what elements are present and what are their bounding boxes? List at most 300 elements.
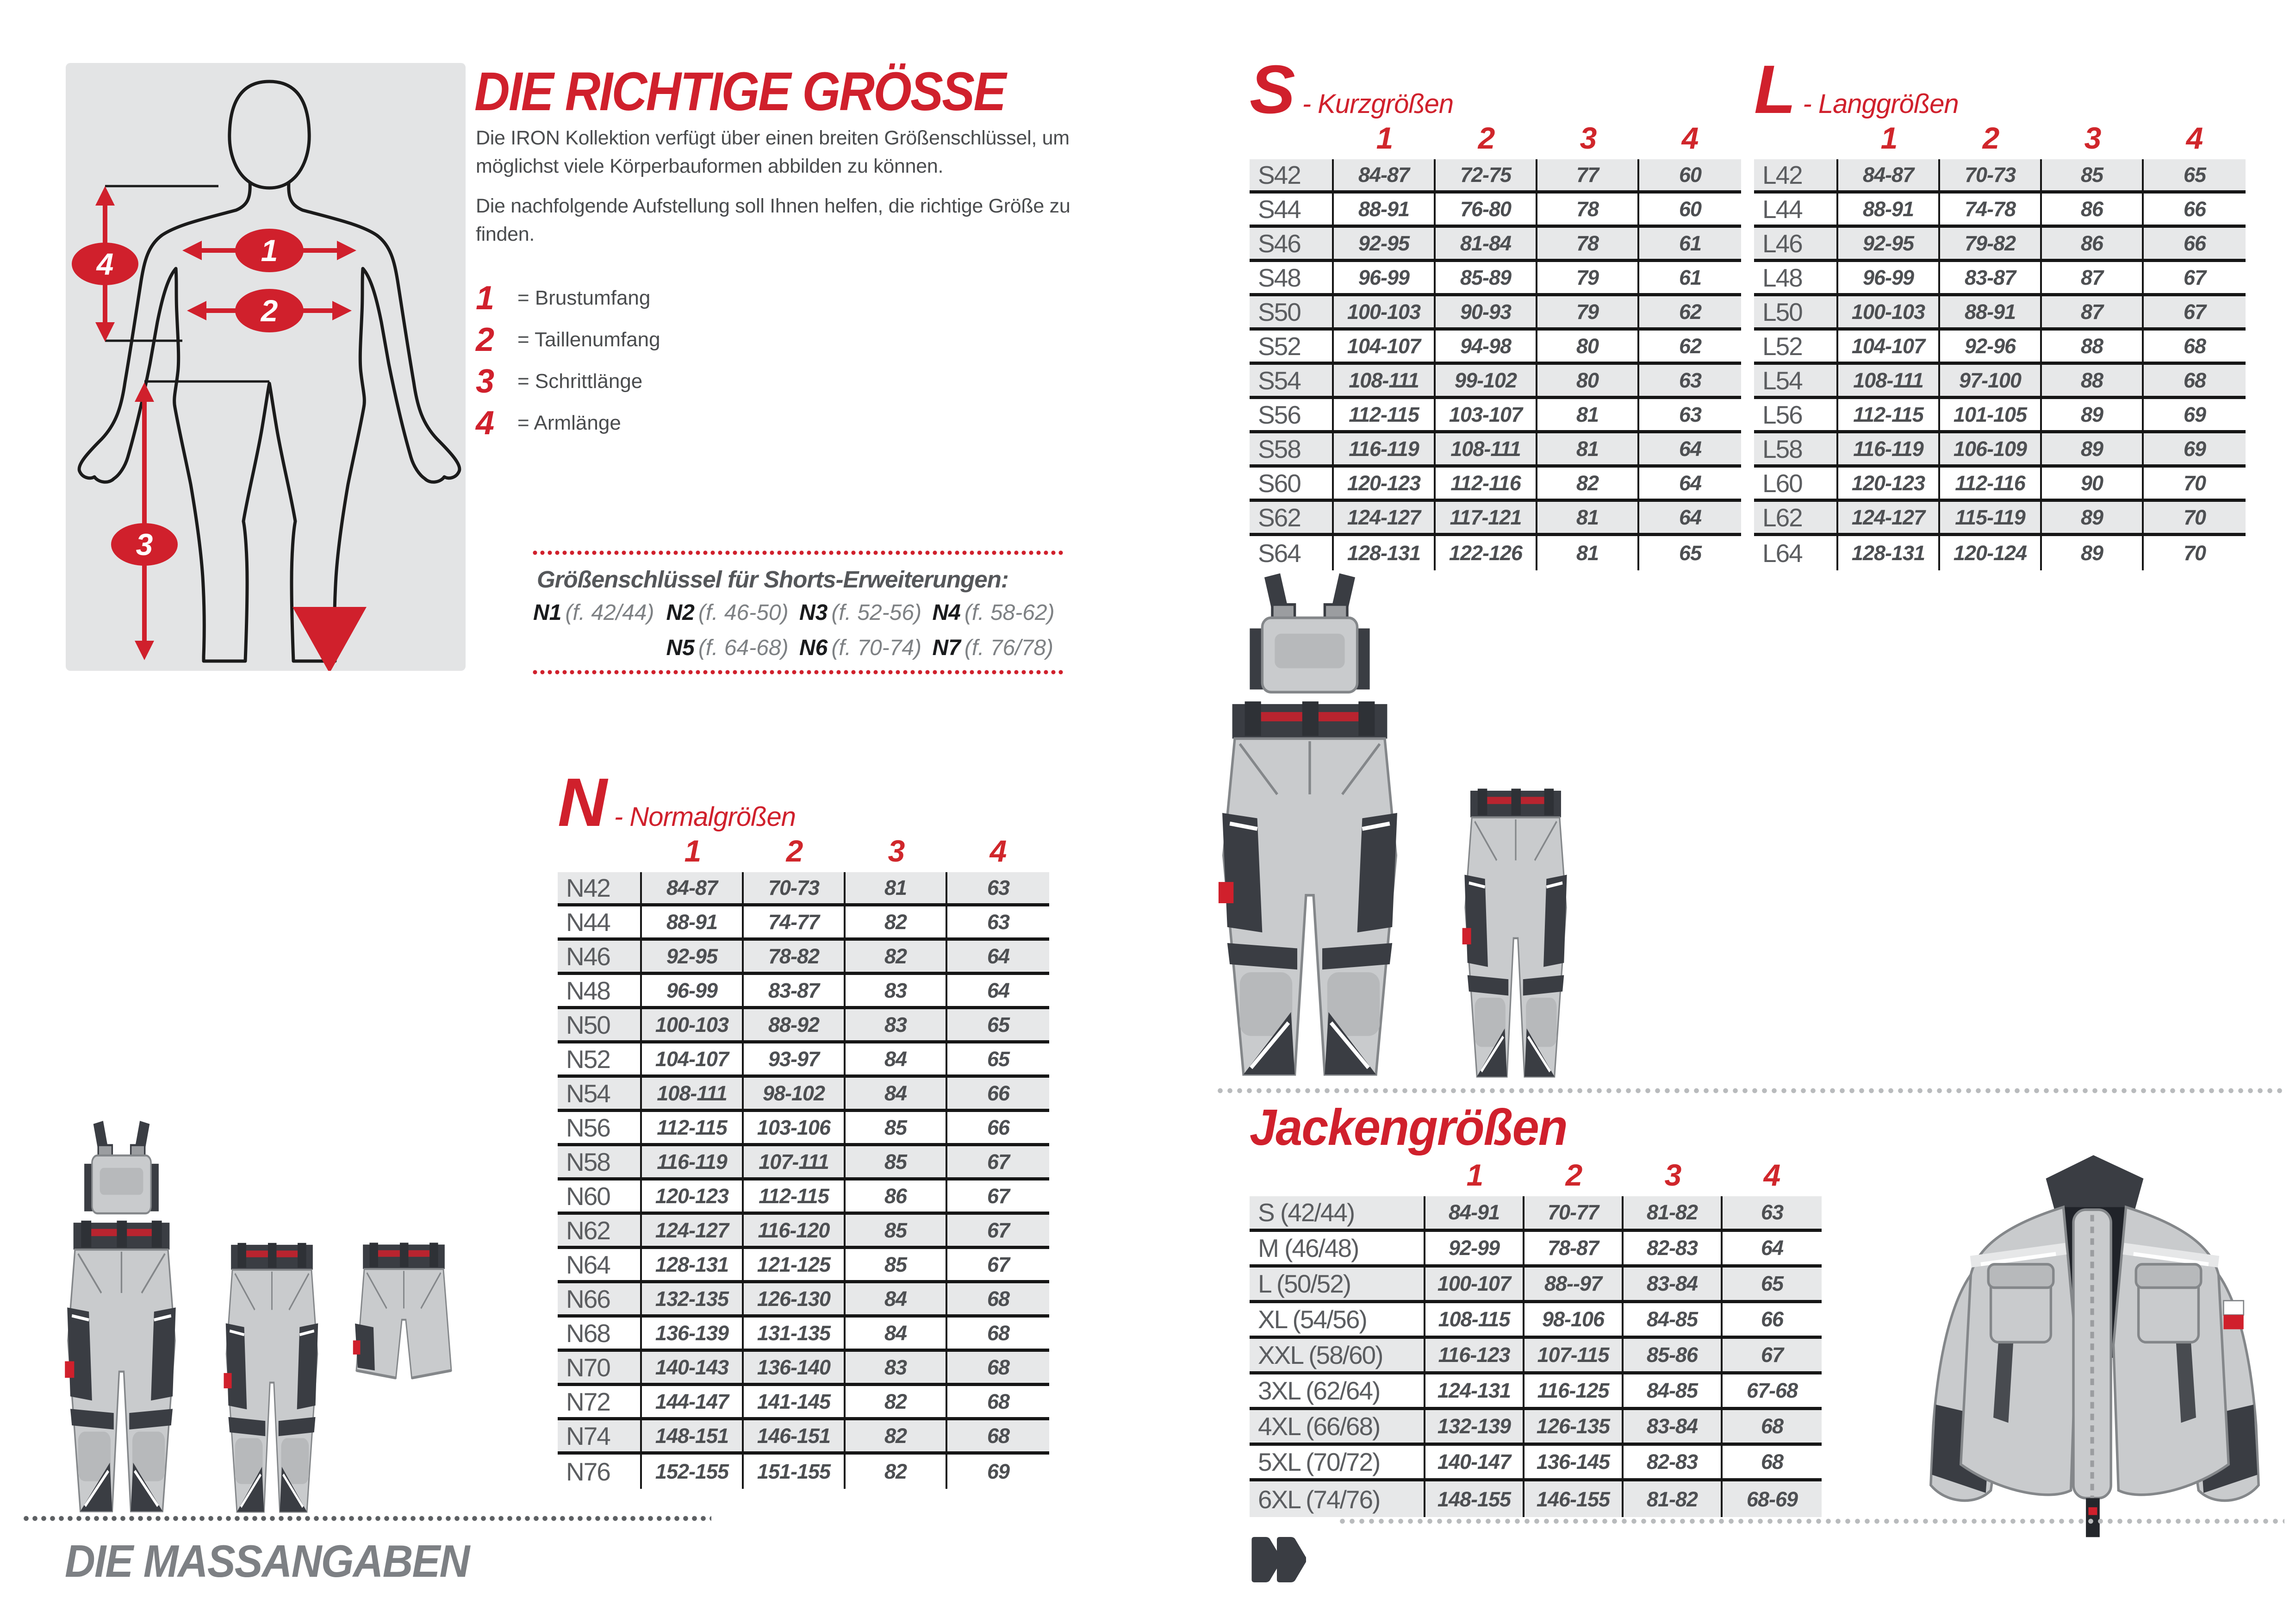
column-header: 2 bbox=[786, 834, 803, 868]
size-value: 88 bbox=[2042, 365, 2144, 399]
size-value: 128-131 bbox=[1838, 536, 1940, 570]
row-label: N56 bbox=[558, 1112, 642, 1146]
table-langgroessen bbox=[1754, 117, 2246, 570]
size-value: 68 bbox=[947, 1318, 1049, 1352]
size-value: 92-96 bbox=[1940, 331, 2042, 365]
size-value: 98-102 bbox=[744, 1078, 846, 1112]
shorts-key-item: N1 (f. 42/44) bbox=[533, 600, 654, 625]
row-label: N50 bbox=[558, 1009, 642, 1043]
size-value: 67 bbox=[1723, 1339, 1822, 1374]
size-value: 79-82 bbox=[1940, 228, 2042, 262]
size-value: 79 bbox=[1537, 262, 1639, 296]
size-value: 79 bbox=[1537, 296, 1639, 331]
size-value: 120-123 bbox=[1838, 468, 1940, 502]
size-value: 85-86 bbox=[1624, 1339, 1723, 1374]
row-label: XXL (58/60) bbox=[1250, 1339, 1425, 1374]
size-value: 104-107 bbox=[1334, 331, 1436, 365]
row-label: S46 bbox=[1250, 228, 1334, 262]
row-label: L44 bbox=[1754, 194, 1838, 228]
size-value: 80 bbox=[1537, 331, 1639, 365]
size-value: 66 bbox=[2144, 194, 2246, 228]
size-value: 89 bbox=[2042, 536, 2144, 570]
column-header: 4 bbox=[2186, 121, 2203, 155]
size-value: 85 bbox=[846, 1215, 947, 1249]
size-value: 136-145 bbox=[1524, 1446, 1624, 1481]
size-value: 60 bbox=[1639, 194, 1741, 228]
row-label: L42 bbox=[1754, 159, 1838, 194]
size-value: 92-95 bbox=[1838, 228, 1940, 262]
size-value: 124-127 bbox=[642, 1215, 744, 1249]
table-normalgroessen bbox=[558, 830, 1049, 1489]
column-header: 4 bbox=[1763, 1158, 1781, 1192]
size-value: 87 bbox=[2042, 262, 2144, 296]
section-title-langgroessen bbox=[1754, 51, 1959, 128]
trousers-illustration bbox=[1443, 776, 1589, 1084]
size-value: 116-119 bbox=[1334, 433, 1436, 468]
row-label: S54 bbox=[1250, 365, 1334, 399]
size-value: 62 bbox=[1639, 296, 1741, 331]
size-value: 63 bbox=[947, 872, 1049, 906]
column-header: 1 bbox=[1466, 1158, 1484, 1192]
size-value: 68-69 bbox=[1723, 1481, 1822, 1517]
row-label: L56 bbox=[1754, 399, 1838, 433]
page-title: DIE RICHTIGE GRÖSSE bbox=[474, 61, 1005, 122]
size-value: 83 bbox=[846, 1009, 947, 1043]
column-header: 3 bbox=[1580, 121, 1597, 155]
size-value: 120-123 bbox=[642, 1181, 744, 1215]
size-value: 85 bbox=[2042, 159, 2144, 194]
row-label: L (50/52) bbox=[1250, 1268, 1425, 1303]
size-value: 131-135 bbox=[744, 1318, 846, 1352]
size-value: 104-107 bbox=[1838, 331, 1940, 365]
size-value: 92-99 bbox=[1425, 1232, 1524, 1268]
size-value: 83-84 bbox=[1624, 1268, 1723, 1303]
size-value: 65 bbox=[947, 1043, 1049, 1078]
row-label: L64 bbox=[1754, 536, 1838, 570]
row-label: N60 bbox=[558, 1181, 642, 1215]
table-kurzgroessen bbox=[1250, 117, 1741, 570]
size-value: 84 bbox=[846, 1283, 947, 1318]
size-value: 104-107 bbox=[642, 1043, 744, 1078]
section-name-kurzgroessen: - Kurzgrößen bbox=[1302, 89, 1454, 119]
size-value: 78 bbox=[1537, 228, 1639, 262]
size-value: 96-99 bbox=[642, 975, 744, 1009]
shorts-key-top-rule bbox=[531, 549, 1064, 556]
size-value: 78-82 bbox=[744, 941, 846, 975]
size-value: 70-73 bbox=[1940, 159, 2042, 194]
svg-text:4: 4 bbox=[96, 247, 114, 281]
size-value: 117-121 bbox=[1436, 502, 1537, 536]
row-label: N44 bbox=[558, 906, 642, 941]
size-value: 64 bbox=[947, 941, 1049, 975]
size-value: 85-89 bbox=[1436, 262, 1537, 296]
size-value: 112-115 bbox=[744, 1181, 846, 1215]
size-value: 88-92 bbox=[744, 1009, 846, 1043]
size-value: 120-123 bbox=[1334, 468, 1436, 502]
shorts-illustration bbox=[338, 1231, 470, 1391]
legend-number-4: 4 bbox=[476, 405, 495, 442]
size-value: 64 bbox=[1639, 433, 1741, 468]
size-value: 67-68 bbox=[1723, 1374, 1822, 1410]
row-label: N48 bbox=[558, 975, 642, 1009]
row-label: S64 bbox=[1250, 536, 1334, 570]
column-header-spacer bbox=[1754, 117, 1838, 159]
size-value: 107-115 bbox=[1524, 1339, 1624, 1374]
row-label: N62 bbox=[558, 1215, 642, 1249]
row-label: L50 bbox=[1754, 296, 1838, 331]
size-value: 65 bbox=[1723, 1268, 1822, 1303]
measurement-legend bbox=[476, 281, 660, 440]
row-label: N74 bbox=[558, 1420, 642, 1455]
size-value: 81 bbox=[1537, 536, 1639, 570]
row-label: N76 bbox=[558, 1455, 642, 1489]
column-header: 4 bbox=[1681, 121, 1699, 155]
size-value: 65 bbox=[947, 1009, 1049, 1043]
size-value: 61 bbox=[1639, 228, 1741, 262]
size-value: 81-82 bbox=[1624, 1481, 1723, 1517]
size-value: 66 bbox=[947, 1078, 1049, 1112]
size-value: 112-115 bbox=[1334, 399, 1436, 433]
shorts-key-item: N7 (f. 76/78) bbox=[932, 636, 1053, 660]
size-value: 124-127 bbox=[1334, 502, 1436, 536]
body-measurement-diagram bbox=[66, 63, 466, 671]
size-value: 82 bbox=[846, 1420, 947, 1455]
size-value: 107-111 bbox=[744, 1146, 846, 1181]
size-value: 100-103 bbox=[1334, 296, 1436, 331]
column-header-spacer bbox=[1250, 117, 1334, 159]
size-value: 92-95 bbox=[1334, 228, 1436, 262]
size-value: 74-77 bbox=[744, 906, 846, 941]
size-value: 64 bbox=[1639, 502, 1741, 536]
size-value: 88--97 bbox=[1524, 1268, 1624, 1303]
size-value: 116-125 bbox=[1524, 1374, 1624, 1410]
section-letter-s: S bbox=[1250, 51, 1293, 128]
size-value: 74-78 bbox=[1940, 194, 2042, 228]
jacket-illustration bbox=[1926, 1150, 2264, 1553]
size-value: 82 bbox=[1537, 468, 1639, 502]
size-value: 66 bbox=[1723, 1303, 1822, 1339]
size-value: 146-155 bbox=[1524, 1481, 1624, 1517]
row-label: M (46/48) bbox=[1250, 1232, 1425, 1268]
size-value: 86 bbox=[846, 1181, 947, 1215]
size-value: 69 bbox=[2144, 433, 2246, 468]
size-value: 81 bbox=[1537, 502, 1639, 536]
row-label: L48 bbox=[1754, 262, 1838, 296]
row-label: N54 bbox=[558, 1078, 642, 1112]
measure-badge-1 bbox=[235, 229, 304, 272]
size-value: 90-93 bbox=[1436, 296, 1537, 331]
row-label: N68 bbox=[558, 1318, 642, 1352]
size-value: 85 bbox=[846, 1112, 947, 1146]
size-value: 108-111 bbox=[642, 1078, 744, 1112]
size-value: 81 bbox=[1537, 399, 1639, 433]
row-label: L62 bbox=[1754, 502, 1838, 536]
size-value: 60 bbox=[1639, 159, 1741, 194]
size-value: 82-83 bbox=[1624, 1232, 1723, 1268]
row-label: S50 bbox=[1250, 296, 1334, 331]
row-label: N66 bbox=[558, 1283, 642, 1318]
row-label: L46 bbox=[1754, 228, 1838, 262]
size-value: 88-91 bbox=[1940, 296, 2042, 331]
section-name-langgroessen: - Langgrößen bbox=[1803, 89, 1959, 119]
legend-label-2: = Taillenumfang bbox=[517, 328, 660, 351]
size-value: 100-103 bbox=[642, 1009, 744, 1043]
size-value: 84-87 bbox=[642, 872, 744, 906]
size-value: 124-131 bbox=[1425, 1374, 1524, 1410]
column-header: 3 bbox=[1664, 1158, 1682, 1192]
size-value: 124-127 bbox=[1838, 502, 1940, 536]
size-value: 94-98 bbox=[1436, 331, 1537, 365]
row-label: S62 bbox=[1250, 502, 1334, 536]
size-value: 78-87 bbox=[1524, 1232, 1624, 1268]
shorts-key-row-2 bbox=[533, 635, 1065, 661]
size-value: 88-91 bbox=[642, 906, 744, 941]
row-label: N46 bbox=[558, 941, 642, 975]
size-value: 72-75 bbox=[1436, 159, 1537, 194]
row-label: S60 bbox=[1250, 468, 1334, 502]
size-value: 151-155 bbox=[744, 1455, 846, 1489]
column-header: 2 bbox=[1478, 121, 1495, 155]
row-label: S58 bbox=[1250, 433, 1334, 468]
size-value: 100-103 bbox=[1838, 296, 1940, 331]
size-value: 86 bbox=[2042, 228, 2144, 262]
section-title-normalgroessen bbox=[558, 764, 796, 841]
size-value: 84-87 bbox=[1334, 159, 1436, 194]
size-value: 81 bbox=[1537, 433, 1639, 468]
size-value: 88 bbox=[2042, 331, 2144, 365]
size-value: 148-155 bbox=[1425, 1481, 1524, 1517]
legend-number-2: 2 bbox=[476, 321, 495, 358]
row-label: 4XL (66/68) bbox=[1250, 1410, 1425, 1446]
size-value: 112-115 bbox=[1838, 399, 1940, 433]
size-value: 89 bbox=[2042, 502, 2144, 536]
trousers-small-illustration bbox=[206, 1231, 338, 1518]
size-value: 84-87 bbox=[1838, 159, 1940, 194]
size-value: 78 bbox=[1537, 194, 1639, 228]
size-value: 116-120 bbox=[744, 1215, 846, 1249]
size-value: 81-82 bbox=[1624, 1196, 1723, 1232]
size-value: 128-131 bbox=[642, 1249, 744, 1283]
shorts-key-item: N3 (f. 52-56) bbox=[799, 600, 922, 625]
size-value: 85 bbox=[846, 1146, 947, 1181]
row-label: N72 bbox=[558, 1386, 642, 1420]
row-label: 6XL (74/76) bbox=[1250, 1481, 1425, 1517]
size-value: 140-147 bbox=[1425, 1446, 1524, 1481]
size-value: 68 bbox=[947, 1352, 1049, 1386]
column-header: 1 bbox=[1376, 121, 1394, 155]
size-value: 144-147 bbox=[642, 1386, 744, 1420]
size-value: 101-105 bbox=[1940, 399, 2042, 433]
size-value: 126-135 bbox=[1524, 1410, 1624, 1446]
section-title-kurzgroessen bbox=[1250, 51, 1454, 128]
size-value: 108-111 bbox=[1838, 365, 1940, 399]
shorts-key-item: N2 (f. 46-50) bbox=[666, 600, 789, 625]
shorts-key-item: N6 (f. 70-74) bbox=[799, 636, 922, 660]
size-value: 116-123 bbox=[1425, 1339, 1524, 1374]
size-value: 146-151 bbox=[744, 1420, 846, 1455]
footer-rule-right bbox=[1338, 1517, 2284, 1526]
size-value: 86 bbox=[2042, 194, 2144, 228]
size-value: 84 bbox=[846, 1078, 947, 1112]
size-value: 93-97 bbox=[744, 1043, 846, 1078]
row-label: S52 bbox=[1250, 331, 1334, 365]
legend-item-2 bbox=[476, 323, 660, 356]
size-value: 70 bbox=[2183, 541, 2206, 565]
shorts-key-spacer bbox=[533, 635, 666, 661]
row-label: 3XL (62/64) bbox=[1250, 1374, 1425, 1410]
shorts-key-title: Größenschlüssel für Shorts-Erweiterungen: bbox=[537, 566, 1008, 593]
legend-label-1: = Brustumfang bbox=[517, 287, 651, 309]
size-value: 108-111 bbox=[1334, 365, 1436, 399]
row-label: N42 bbox=[558, 872, 642, 906]
measure-badge-3 bbox=[111, 523, 178, 566]
size-value: 136-140 bbox=[744, 1352, 846, 1386]
size-value: 82 bbox=[846, 1386, 947, 1420]
size-value: 64 bbox=[947, 975, 1049, 1009]
column-header: 3 bbox=[2084, 121, 2102, 155]
size-value: 112-116 bbox=[1436, 468, 1537, 502]
size-value: 103-107 bbox=[1436, 399, 1537, 433]
size-value: 122-126 bbox=[1436, 536, 1537, 570]
size-value: 83-84 bbox=[1624, 1410, 1723, 1446]
legend-label-4: = Armlänge bbox=[517, 412, 621, 434]
size-value: 76-80 bbox=[1436, 194, 1537, 228]
size-value: 65 bbox=[2144, 159, 2246, 194]
jacken-title: Jackengrößen bbox=[1250, 1099, 1567, 1156]
size-value: 103-106 bbox=[744, 1112, 846, 1146]
size-value: 81-84 bbox=[1436, 228, 1537, 262]
column-header: 2 bbox=[1982, 121, 2000, 155]
size-value: 67 bbox=[947, 1215, 1049, 1249]
row-label: N64 bbox=[558, 1249, 642, 1283]
legend-label-3: = Schrittlänge bbox=[517, 370, 643, 393]
size-value: 68 bbox=[1723, 1446, 1822, 1481]
bib-overall-illustration bbox=[1185, 573, 1435, 1084]
row-label: N70 bbox=[558, 1352, 642, 1386]
size-value: 140-143 bbox=[642, 1352, 744, 1386]
size-value: 67 bbox=[947, 1249, 1049, 1283]
size-value: 70-77 bbox=[1524, 1196, 1624, 1232]
legend-number-1: 1 bbox=[476, 280, 495, 317]
size-value: 99-102 bbox=[1436, 365, 1537, 399]
size-value: 84-91 bbox=[1425, 1196, 1524, 1232]
column-header: 3 bbox=[888, 834, 905, 868]
size-value: 68 bbox=[947, 1283, 1049, 1318]
row-label: L54 bbox=[1754, 365, 1838, 399]
size-value: 112-116 bbox=[1940, 468, 2042, 502]
intro-paragraph-1: Die IRON Kollektion verfügt über einen breiten Größenschlüssel, um möglichst viele Körperbauformen abbilden zu können. bbox=[476, 127, 1070, 178]
size-value: 92-95 bbox=[642, 941, 744, 975]
size-value: 89 bbox=[2042, 399, 2144, 433]
size-value: 83-87 bbox=[1940, 262, 2042, 296]
size-value: 128-131 bbox=[1334, 536, 1436, 570]
size-value: 63 bbox=[1723, 1196, 1822, 1232]
size-value: 83 bbox=[846, 1352, 947, 1386]
footer-rule-left bbox=[22, 1514, 711, 1523]
size-value: 64 bbox=[1639, 468, 1741, 502]
size-value: 83 bbox=[846, 975, 947, 1009]
row-label: N58 bbox=[558, 1146, 642, 1181]
row-label: 5XL (70/72) bbox=[1250, 1446, 1425, 1481]
size-value: 84 bbox=[846, 1043, 947, 1078]
intro-paragraph-2: Die nachfolgende Aufstellung soll Ihnen helfen, die richtige Größe zu finden. bbox=[476, 195, 1070, 246]
size-value: 82 bbox=[846, 1455, 947, 1489]
size-value: 83-87 bbox=[744, 975, 846, 1009]
size-value: 84-85 bbox=[1624, 1303, 1723, 1339]
size-value: 115-119 bbox=[1940, 502, 2042, 536]
double-chevron-right-icon bbox=[1250, 1535, 1306, 1584]
column-header: 1 bbox=[684, 834, 702, 868]
size-value: 141-145 bbox=[744, 1386, 846, 1420]
size-value: 70-73 bbox=[744, 872, 846, 906]
size-value: 108-115 bbox=[1425, 1303, 1524, 1339]
column-header: 1 bbox=[1880, 121, 1898, 155]
size-value: 152-155 bbox=[642, 1455, 744, 1489]
size-value: 64 bbox=[1723, 1232, 1822, 1268]
size-value: 108-111 bbox=[1436, 433, 1537, 468]
size-value: 68 bbox=[947, 1386, 1049, 1420]
size-value: 88-91 bbox=[1838, 194, 1940, 228]
size-value: 82 bbox=[846, 941, 947, 975]
section-name-normalgroessen: - Normalgrößen bbox=[614, 802, 796, 832]
row-label: S42 bbox=[1250, 159, 1334, 194]
size-value: 63 bbox=[947, 906, 1049, 941]
row-label: L60 bbox=[1754, 468, 1838, 502]
size-value: 126-130 bbox=[744, 1283, 846, 1318]
size-value: 97-100 bbox=[1940, 365, 2042, 399]
measure-badge-4 bbox=[72, 243, 138, 285]
size-value: 100-107 bbox=[1425, 1268, 1524, 1303]
size-value: 81 bbox=[846, 872, 947, 906]
size-value: 120-124 bbox=[1940, 536, 2042, 570]
size-value: 87 bbox=[2042, 296, 2144, 331]
size-value: 67 bbox=[947, 1181, 1049, 1215]
row-label: S48 bbox=[1250, 262, 1334, 296]
size-value: 66 bbox=[947, 1112, 1049, 1146]
size-value: 68 bbox=[2144, 365, 2246, 399]
diagram-background bbox=[66, 63, 466, 671]
size-value: 88-91 bbox=[1334, 194, 1436, 228]
size-value: 65 bbox=[1679, 541, 1702, 565]
row-label: L58 bbox=[1754, 433, 1838, 468]
size-value: 68 bbox=[2144, 331, 2246, 365]
shorts-key-item: N5 (f. 64-68) bbox=[666, 636, 789, 660]
size-value: 63 bbox=[1639, 365, 1741, 399]
size-value: 96-99 bbox=[1334, 262, 1436, 296]
size-value: 77 bbox=[1537, 159, 1639, 194]
size-value: 98-106 bbox=[1524, 1303, 1624, 1339]
size-value: 67 bbox=[2144, 262, 2246, 296]
footer-title: DIE MASSANGABEN bbox=[65, 1536, 469, 1587]
column-header: 2 bbox=[1565, 1158, 1583, 1192]
size-value: 69 bbox=[2144, 399, 2246, 433]
column-header-spacer bbox=[558, 830, 642, 872]
legend-item-4 bbox=[476, 406, 660, 440]
size-value: 89 bbox=[2042, 433, 2144, 468]
size-value: 84-85 bbox=[1624, 1374, 1723, 1410]
size-value: 96-99 bbox=[1838, 262, 1940, 296]
bib-overall-small-illustration bbox=[44, 1120, 199, 1518]
size-value: 66 bbox=[2144, 228, 2246, 262]
column-header: 4 bbox=[989, 834, 1007, 868]
svg-text:1: 1 bbox=[261, 233, 278, 268]
size-value: 70 bbox=[2144, 468, 2246, 502]
size-value: 82 bbox=[846, 906, 947, 941]
size-value: 132-135 bbox=[642, 1283, 744, 1318]
svg-text:2: 2 bbox=[261, 294, 278, 328]
size-value: 62 bbox=[1639, 331, 1741, 365]
size-value: 63 bbox=[1639, 399, 1741, 433]
